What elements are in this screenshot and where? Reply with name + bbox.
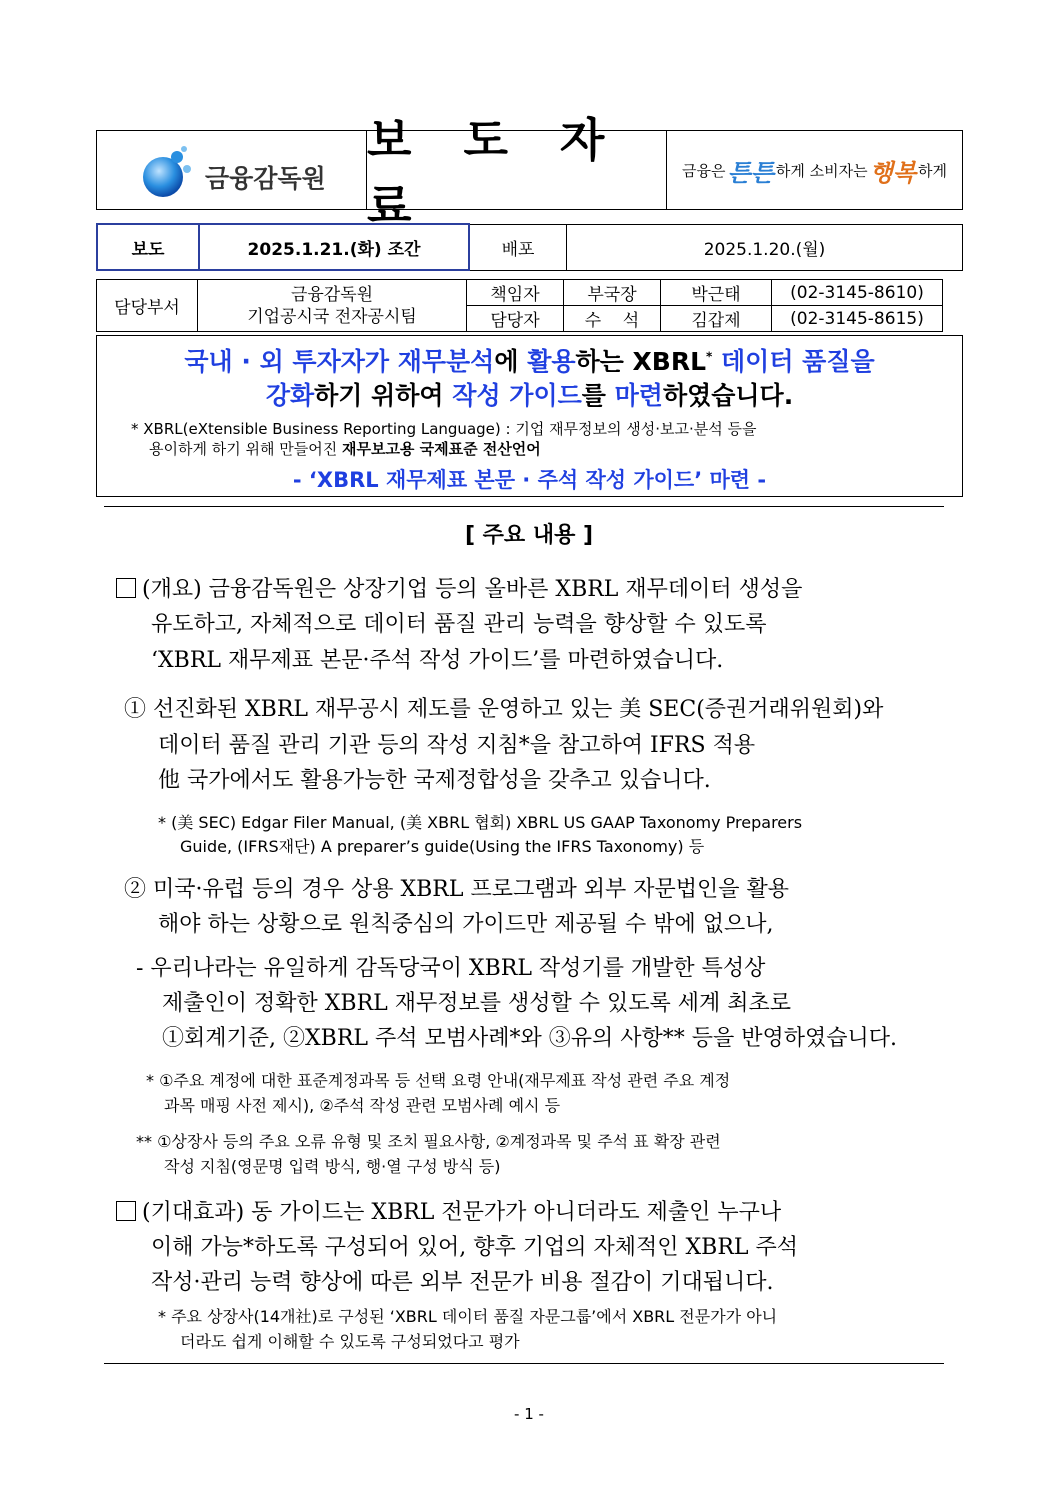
contact-name: 김갑제 [661, 306, 772, 332]
note2-line-2: 과목 매핑 사전 제시), ②주석 작성 관련 모범사례 예시 등 [164, 1096, 561, 1115]
note4-line-2: 더라도 쉽게 이해할 수 있도록 구성되었다고 평가 [180, 1332, 520, 1351]
dept-line-1: 금융감독원 [290, 284, 374, 305]
contact-name: 박근태 [661, 280, 772, 306]
slogan-word-2: 행복 [869, 158, 916, 187]
note2-line-1: * ①주요 계정에 대한 표준계정과목 등 선택 요령 안내(재무제표 작성 관련 주요 계정 [146, 1071, 731, 1090]
slogan-part-3: 하게 [917, 161, 947, 180]
title-cell [367, 113, 667, 233]
headline-text: 하기 위하여 [314, 381, 453, 410]
slogan-part-1: 금융은 [682, 161, 726, 180]
press-title: 보 도 자 료 [367, 113, 623, 233]
effect-line-1 [116, 1195, 781, 1226]
effect-line-2: 이해 가능*하도록 구성되어 있어, 향후 기업의 자체적인 XBRL 주석 [151, 1235, 798, 1260]
body-text: (개요) 금융감독원은 상장기업 등의 올바른 XBRL 재무데이터 생성을 [142, 577, 803, 602]
headline-box [96, 335, 963, 497]
footnote-text: 재무보고용 국제표준 전산언어 [341, 440, 541, 458]
release-value: 2025.1.21.(화) 조간 [199, 224, 469, 270]
body-text: (기대효과) 동 가이드는 XBRL 전문가가 아니더라도 제출인 누구나 [142, 1200, 782, 1225]
contact-phone: (02-3145-8615) [772, 306, 943, 332]
effect-line-3: 작성·관리 능력 향상에 따른 외부 전문가 비용 절감이 기대됩니다. [151, 1270, 774, 1295]
dist-value: 2025.1.20.(월) [567, 224, 963, 270]
dist-label: 배포 [469, 224, 567, 270]
footnote-text: 용이하게 하기 위해 만들어진 [149, 440, 342, 458]
contact-table [96, 279, 943, 332]
headline-footnote-2 [149, 438, 541, 459]
note1-line-1: * (美 SEC) Edgar Filer Manual, (美 XBRL 협회) XBRL US GAAP Taxonomy Preparers [158, 813, 803, 832]
slogan-part-2: 하게 소비자는 [775, 161, 868, 180]
note3-line-1: ** ①상장사 등의 주요 오류 유형 및 조치 필요사항, ②계정과목 및 주석 표 확장 관련 [136, 1132, 721, 1151]
contact-phone: (02-3145-8610) [772, 280, 943, 306]
headline-text: 강화 [265, 381, 315, 410]
point3-line-1: - 우리나라는 유일하게 감독당국이 XBRL 작성기를 개발한 특성상 [136, 956, 766, 981]
contact-role: 책임자 [467, 280, 564, 306]
headline-text: 를 [581, 381, 615, 410]
point2-line-1: ② 미국·유럽 등의 경우 상용 XBRL 프로그램과 외부 자문법인을 활용 [124, 877, 789, 902]
checkbox-bullet-icon [116, 578, 136, 598]
org-name: 금융감독원 [205, 164, 326, 193]
overview-line-2: 유도하고, 자체적으로 데이터 품질 관리 능력을 향상할 수 있도록 [151, 612, 767, 637]
overview-line-1 [116, 572, 802, 603]
headline-text: 국내 · 외 투자자가 재무분석 [184, 347, 495, 376]
headline-text: 에 [494, 347, 528, 376]
checkbox-bullet-icon [116, 1201, 136, 1221]
headline-footnote-1: * XBRL(eXtensible Business Reporting Language) : 기업 재무정보의 생성·보고·분석 등을 [131, 420, 757, 438]
point3-line-2: 제출인이 정확한 XBRL 재무정보를 생성할 수 있도록 세계 최초로 [162, 991, 791, 1016]
section-title: [ 주요 내용 ] [464, 523, 594, 548]
slogan-cell [667, 131, 962, 209]
note4-line-1: * 주요 상장사(14개社)로 구성된 ‘XBRL 데이터 품질 자문그룹’에서 XBRL 전문가가 아니 [158, 1307, 778, 1326]
dept-cell [198, 280, 467, 332]
headline-text: 하였습니다. [662, 381, 794, 410]
headline-text: 하는 XBRL [575, 347, 707, 376]
fss-logo-icon [137, 143, 197, 203]
point3-line-3: ①회계기준, ②XBRL 주석 모범사례*와 ③유의 사항** 등을 반영하였습니다. [162, 1026, 897, 1051]
slogan [682, 153, 947, 188]
press-release-header [96, 113, 963, 233]
point2-line-2: 해야 하는 상황으로 원칙중심의 가이드만 제공될 수 밖에 없으나, [158, 912, 774, 937]
release-table [96, 223, 963, 271]
release-label: 보도 [97, 224, 199, 270]
page-number: - 1 - [514, 1405, 544, 1423]
note1-line-2: Guide, (IFRS재단) A preparer’s guide(Using the IFRS Taxonomy) 등 [180, 837, 705, 856]
point1-line-2: 데이터 품질 관리 기관 등의 작성 지침*을 참고하여 IFRS 적용 [158, 733, 756, 758]
note3-line-2: 작성 지침(영문명 입력 방식, 행·열 구성 방식 등) [164, 1157, 501, 1176]
slogan-word-1: 튼튼 [727, 158, 774, 187]
point1-line-3: 他 국가에서도 활용가능한 국제정합성을 갖추고 있습니다. [158, 768, 711, 793]
point1-line-1: ① 선진화된 XBRL 재무공시 제도를 운영하고 있는 美 SEC(증권거래위원회)와 [124, 697, 884, 722]
headline-text: 마련 [614, 381, 663, 410]
divider [104, 506, 944, 507]
divider [104, 1363, 944, 1364]
fss-logo-cell [97, 131, 367, 209]
headline-line-1: 국내 · 외 투자자가 재무분석에 활용하는 XBRL* 데이터 품질을 [184, 347, 875, 376]
headline-line-2 [97, 376, 962, 412]
contact-title: 수 석 [564, 306, 661, 332]
headline-text: 데이터 품질을 [712, 347, 875, 376]
overview-line-3: ‘XBRL 재무제표 본문·주석 작성 가이드’를 마련하였습니다. [151, 648, 724, 673]
dept-line-2: 기업공시국 전자공시팀 [247, 306, 417, 327]
headline-text: 활용 [527, 347, 576, 376]
contact-title: 부국장 [564, 280, 661, 306]
contact-role: 담당자 [467, 306, 564, 332]
dept-label: 담당부서 [97, 280, 198, 332]
headline-subtitle: - ‘XBRL 재무제표 본문 · 주석 작성 가이드’ 마련 - [292, 468, 767, 492]
headline-text: 작성 가이드 [452, 381, 582, 410]
